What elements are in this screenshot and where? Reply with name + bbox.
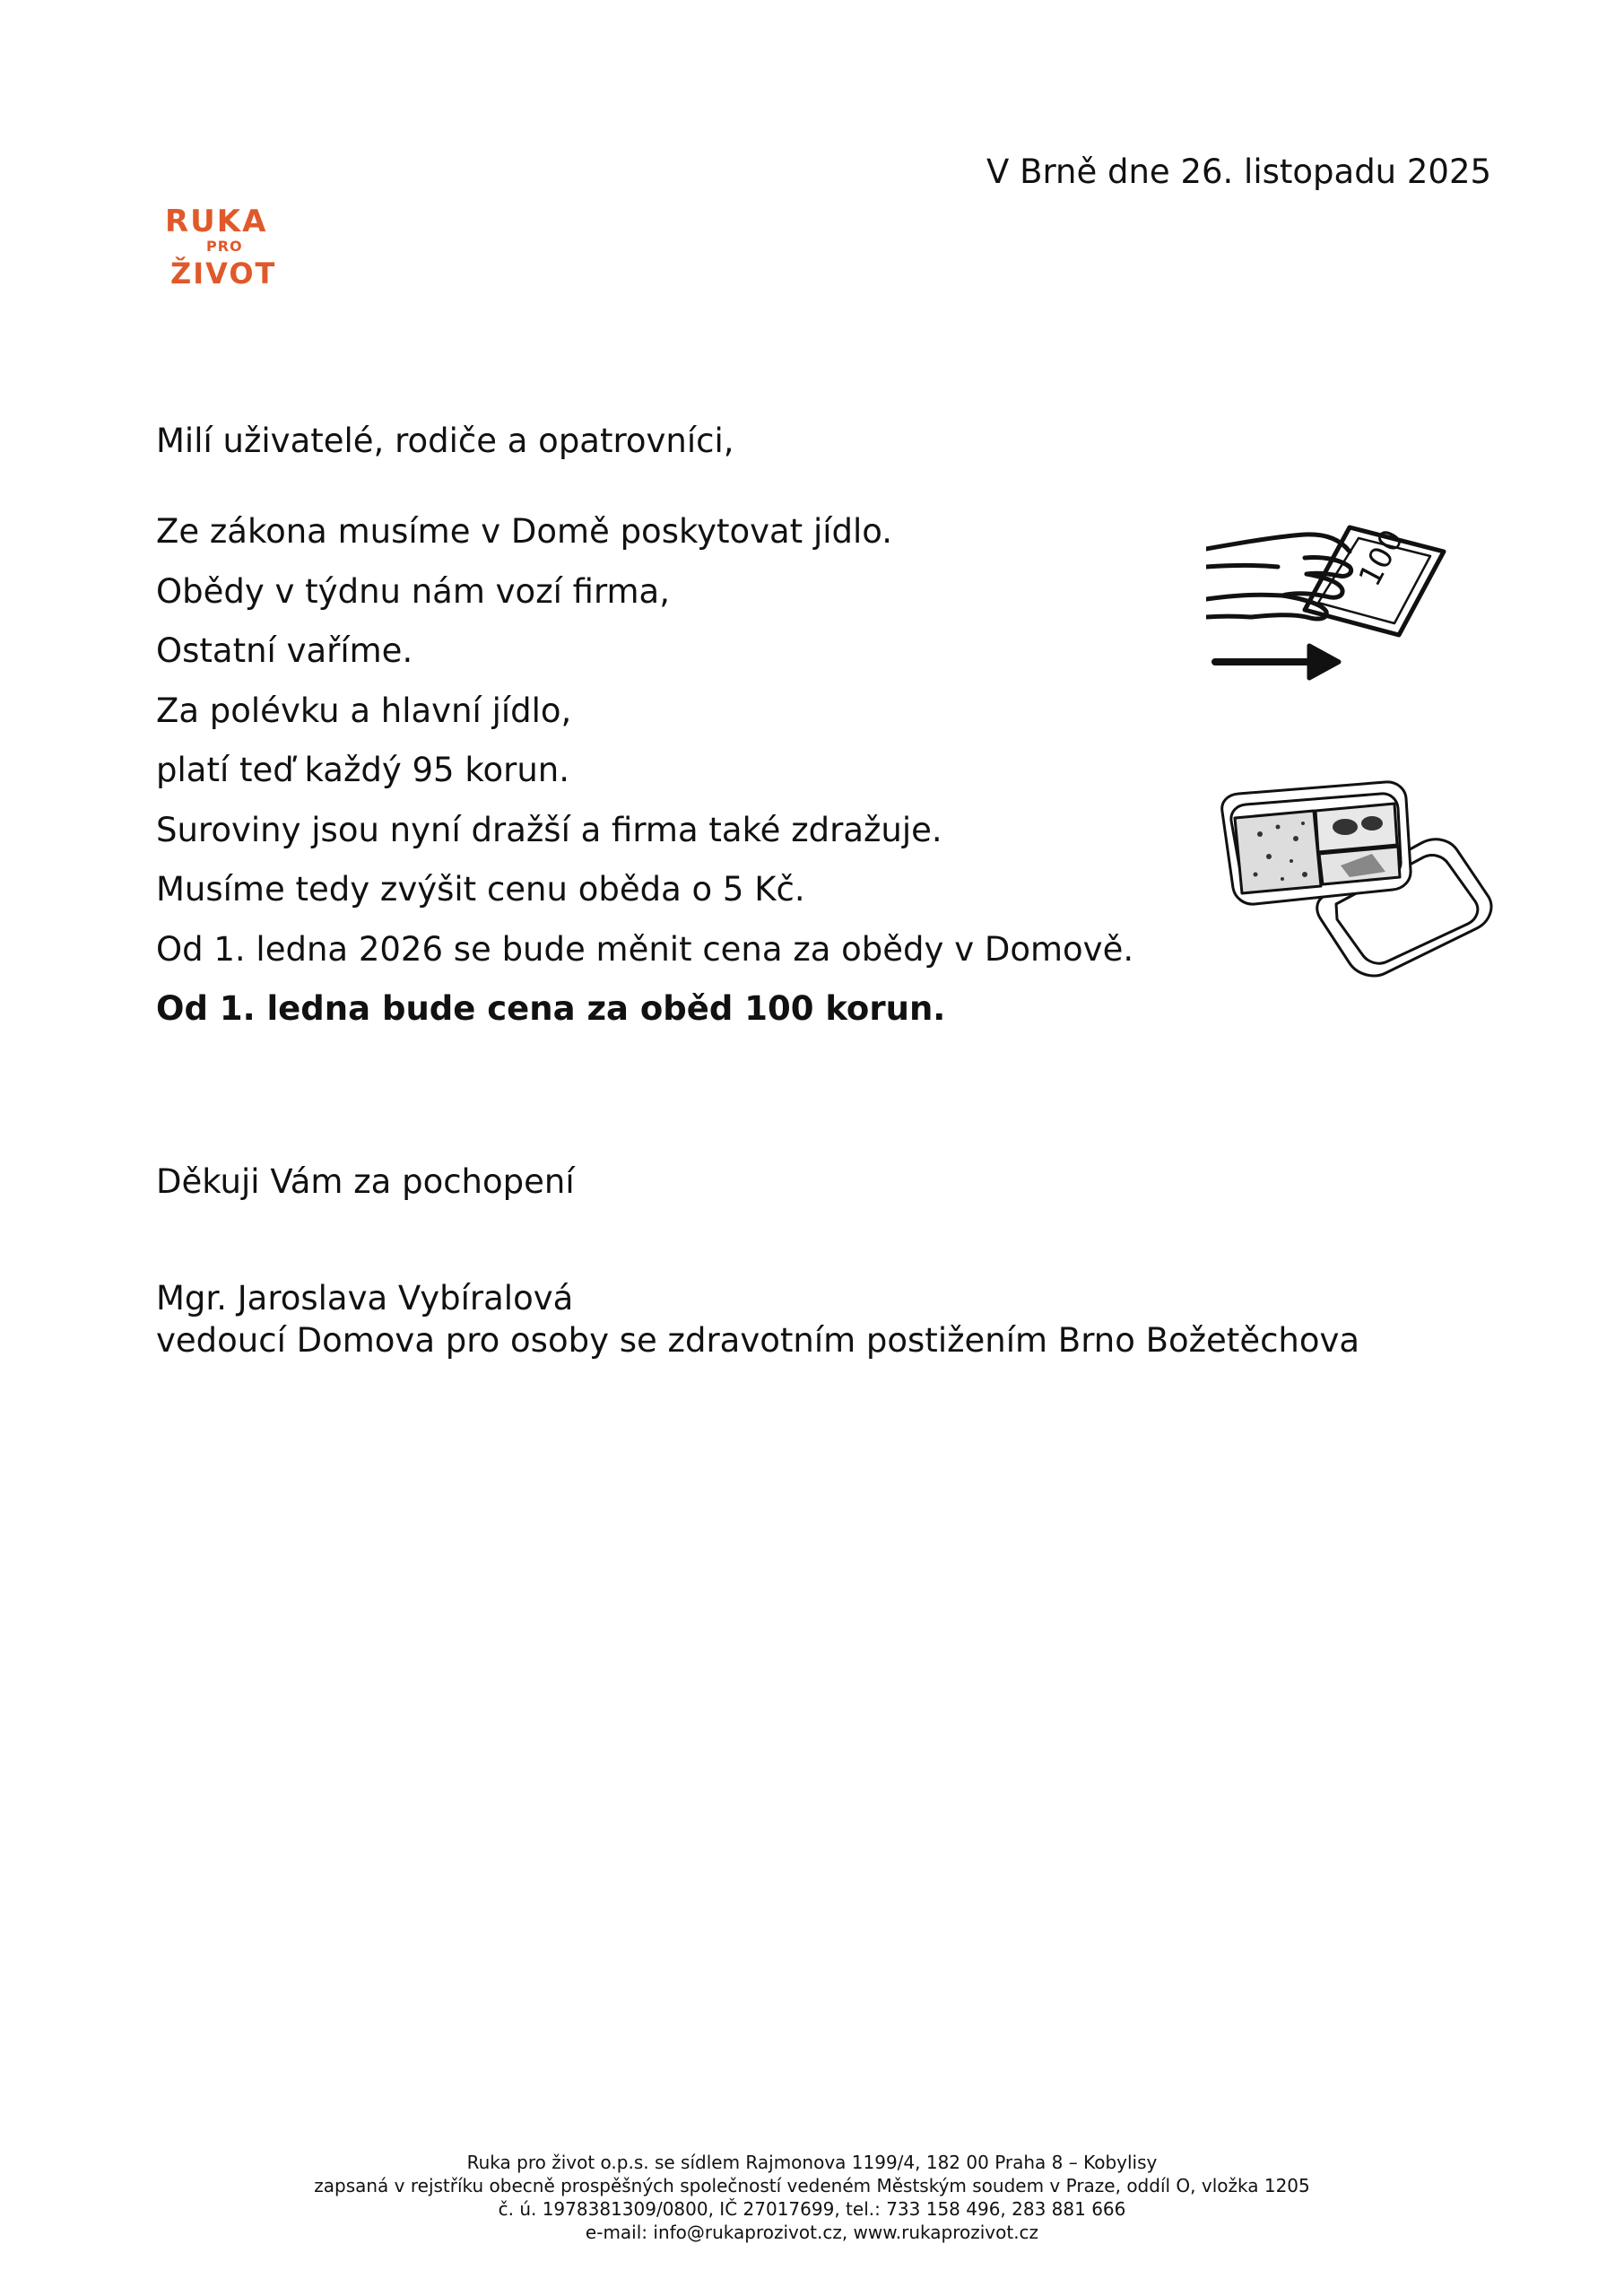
lunchbox-icon [1215,771,1493,978]
hand-paying-banknote-icon [1206,502,1457,691]
footer-address: Ruka pro život o.p.s. se sídlem Rajmonova 1199/4, 182 00 Praha 8 – Kobylisy [466,2152,1158,2173]
footer-registry: zapsaná v rejstříku obecně prospěšných společností vedeném Městským soudem v Praze, oddíl O, vložka 1205 [314,2175,1310,2196]
letter-body [156,502,1232,1039]
footer [0,2151,1624,2244]
svg-text:RUKA: RUKA [165,204,268,239]
footer-contact: e-mail: info@rukaprozivot.cz, www.rukaprozivot.cz [585,2222,1039,2243]
ruka-pro-zivot-logo [160,199,294,298]
body-line: Ostatní vaříme. [156,631,413,670]
price-highlight: Od 1. ledna bude cena za oběd 100 korun. [156,989,946,1028]
body-line: Ze zákona musíme v Domě poskytovat jídlo. [156,512,893,551]
letter-greeting: Milí uživatelé, rodiče a opatrovníci, [156,422,734,460]
signature-block [156,1277,1359,1361]
signer-role: vedoucí Domova pro osoby se zdravotním postižením Brno Božetěchova [156,1321,1360,1360]
footer-account: č. ú. 1978381309/0800, IČ 27017699, tel.: 733 158 496, 283 881 666 [498,2198,1126,2220]
svg-text:100: 100 [1351,524,1411,593]
letter-thanks: Děkuji Vám za pochopení [156,1162,575,1201]
body-line: Za polévku a hlavní jídlo, [156,691,572,730]
body-line: Od 1. ledna 2026 se bude měnit cena za obědy v Domově. [156,929,1134,969]
letter-date: V Brně dne 26. listopadu 2025 [986,152,1492,191]
body-line: Musíme tedy zvýšit cenu oběda o 5 Kč. [156,870,805,909]
signer-name: Mgr. Jaroslava Vybíralová [156,1279,574,1318]
svg-text:ŽIVOT: ŽIVOT [170,257,277,291]
svg-text:PRO: PRO [206,238,243,255]
body-line: platí teď každý 95 korun. [156,751,569,789]
body-line: Obědy v týdnu nám vozí firma, [156,571,670,611]
body-line: Suroviny jsou nyní dražší a firma také zdražuje. [156,810,942,849]
